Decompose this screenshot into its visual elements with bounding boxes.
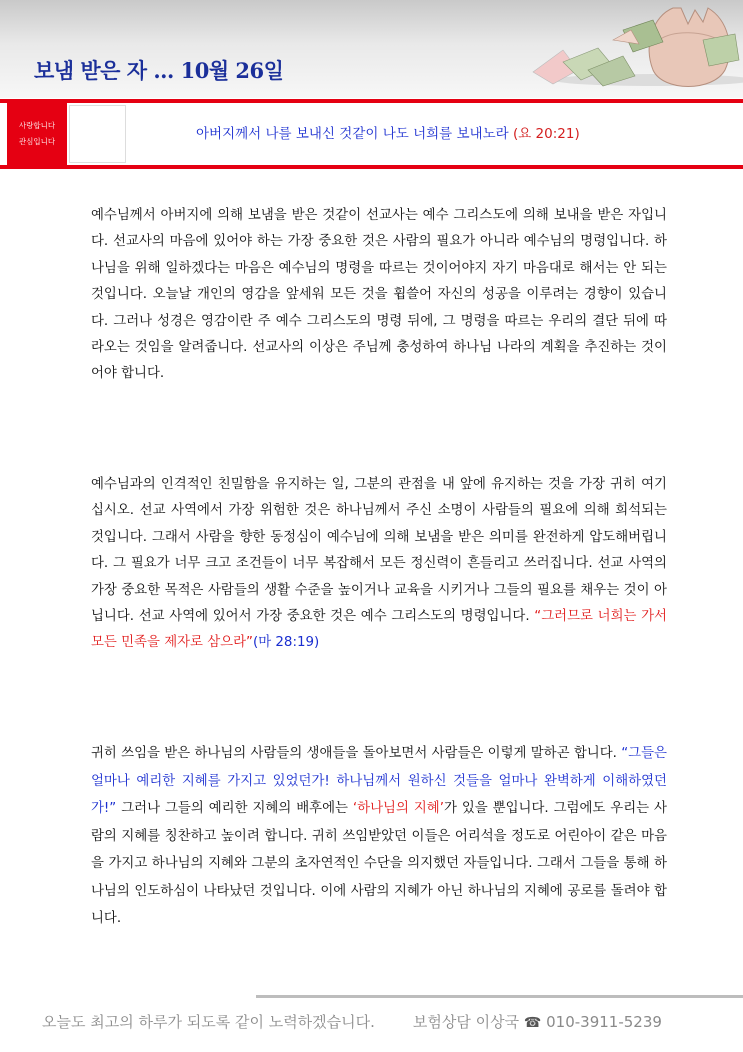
- badge-line-1: 사랑합니다: [18, 121, 56, 130]
- cracked-egg-money-illustration: [503, 0, 743, 98]
- header-divider-bottom: [0, 165, 743, 169]
- header-banner: [0, 0, 743, 98]
- paragraph-1: 예수님께서 아버지에 의해 보냄을 받은 것같이 선교사는 예수 그리스도에 의해 보내을 받은 자입니다. 선교사의 마음에 있어야 하는 가장 중요한 것은 사람의 필요가 아니라 예수님의 명령입니다. 하나님을 위해 일하겠다는 마음은 예수님의 명령을 따르는 것이어야지 자기 마음대로 해서는 안 되는 것입니다. 오늘날 개인의 영감을 앞세워 모든 것을 휩쓸어 자신의 성공을 이루려는 경향이 있습니다. 그러나 성경은 영감이란 주 예수 그리스도의 명령 뒤에, 그 명령을 따르는 우리의 결단 뒤에 따라오는 것임을 알려줍니다. 선교사의 이상은 주님께 충성하여 하나님 나라의 계획을 추진하는 것이어야 합니다.: [91, 208, 667, 382]
- key-verse-reference: (요 20:21): [512, 126, 580, 142]
- key-verse: [196, 122, 580, 142]
- paragraph-3-text-a: 귀히 쓰임을 받은 하나님의 사람들의 생애들을 돌아보면서 사람들은 이렇게 말하곤 합니다.: [91, 746, 617, 761]
- paragraph-2-quote: “그러므로 너희는 가서 모든 민족을 제자로 삼으라”: [91, 609, 667, 651]
- header-divider-top: [0, 99, 743, 103]
- footer: [42, 1011, 662, 1032]
- paragraph-3-text-c: 가 있을 뿐입니다. 그럼에도 우리는 사람의 지혜를 칭찬하고 높이려 합니다. 귀히 쓰임받았던 이들은 어리석을 정도로 어린아이 같은 마음을 가지고 하나님의 지혜와 그분의 초자연적인 수단을 의지했던 자들입니다. 그래서 그들을 통해 하나님의 인도하심이 나타났던 것입니다. 이에 사람의 지혜가 아닌 하나님의 지혜에 공로를 돌려야 합니다.: [91, 801, 667, 926]
- paragraph-2: [85, 472, 667, 657]
- love-badge: [7, 103, 67, 165]
- page-title: 보냄 받은 자 ... 10월 26일: [34, 58, 284, 83]
- badge-line-2: 관심입니다: [18, 137, 56, 146]
- key-verse-text: 아버지께서 나를 보내신 것같이 나도 너희를 보내노라: [196, 126, 509, 142]
- paragraph-3-text-b: 그러나 그들의 예리한 지혜의 배후에는: [121, 801, 348, 816]
- paragraph-2-text: 예수님과의 인격적인 친밀함을 유지하는 일, 그분의 관점을 내 앞에 유지하는 것을 가장 귀히 여기십시오. 선교 사역에서 가장 위험한 것은 하나님께서 주신 소명이 사람들의 필요에 의해 희석되는 것입니다. 그래서 사람을 향한 동정심이 예수님에 의해 보냄을 받은 의미를 완전하게 압도해버립니다. 그 필요가 너무 크고 조건들이 너무 복잡해서 모든 정신력이 흔들리고 쓰러집니다. 선교 사역의 가장 중요한 목적은 사람들의 생활 수준을 높이거나 교육을 시키거나 그들의 필요를 채우는 것이 아닙니다. 선교 사역에 있어서 가장 중요한 것은 예수 그리스도의 명령입니다.: [91, 477, 667, 625]
- paragraph-3-quote: “그들은 얼마나 예리한 지혜를 가지고 있었던가! 하나님께서 원하신 것들을 얼마나 완벽하게 이해하였던가!”: [91, 746, 667, 816]
- paragraph-3: [85, 740, 667, 933]
- paragraph-2-reference: (마 28:19): [253, 635, 320, 651]
- badge-blank-box: [69, 105, 126, 163]
- footer-message: 오늘도 최고의 하루가 되도록 같이 노력하겠습니다.: [42, 1013, 375, 1031]
- footer-divider: [256, 995, 743, 998]
- footer-contact: 보험상담 이상국: [412, 1013, 520, 1031]
- footer-phone[interactable]: 010-3911-5239: [546, 1013, 662, 1031]
- phone-icon: ☎: [523, 1015, 542, 1031]
- paragraph-3-emphasis: ‘하나님의 지혜’: [352, 801, 444, 816]
